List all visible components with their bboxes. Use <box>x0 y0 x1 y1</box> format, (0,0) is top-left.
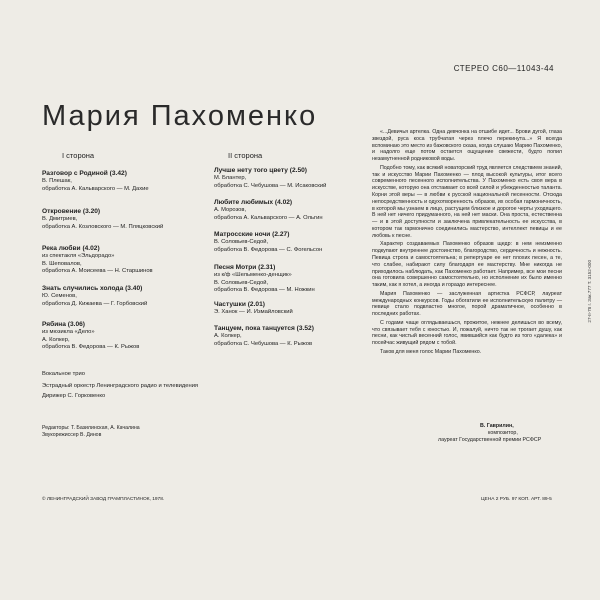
side-1-track-5 <box>42 321 192 352</box>
price-line: ЦЕНА 2 РУБ. 97 КОП. АРТ. 89-5 <box>481 497 552 502</box>
track-subtitle: из спектакля «Эльдорадо» <box>42 253 115 259</box>
track-credit: Э. Ханок — И. Измайловский <box>214 309 293 315</box>
signature-role: композитор, <box>488 430 518 436</box>
track-title: Рябина (3.06) <box>42 321 85 328</box>
side-1-track-1 <box>42 170 192 193</box>
track-title: Разговор с Родиной (3.42) <box>42 170 127 177</box>
performers-credits <box>42 370 198 400</box>
track-credit: обработка А. Козловского — М. Пляцковский <box>42 223 164 230</box>
side-2-track-5 <box>214 301 364 317</box>
side-2-heading: II сторона <box>228 151 263 160</box>
signature-name: В. Гаврилин, <box>480 423 514 429</box>
liner-paragraph: Характер создаваемых Пахоменко образов щедр: в нем неизменно подкупают внутреннее достоинство, благородство, сердечность и нежность. Певица строга и самостоятельна; в репертуаре ее нет плохих песен, а те, что слабее, набирают силу благодаря ее мастерству. Мне никогда не приходилось наблюдать, как Пахоменко работает. Например, все мои песни она готовила совершенно самостоятельно, но исполнение их было именно таким, как я хотел, а иногда и гораздо интереснее. <box>372 241 562 289</box>
track-title: Знать случились холода (3.40) <box>42 285 143 292</box>
track-title: Частушки (2.01) <box>214 301 265 308</box>
track-credit: обработка С. Чебушова — К. Рыжов <box>214 340 313 347</box>
track-credit: обработка В. Федорова — М. Ножкин <box>214 287 315 293</box>
track-credit: обработка А. Кальварского — М. Дахие <box>42 185 149 192</box>
sound-engineer-line: Звукорежиссер В. Динов <box>42 432 102 438</box>
side-2-track-4 <box>214 264 364 295</box>
track-credit: обработка С. Чебушова — М. Исаковский <box>214 182 327 189</box>
track-credit: обработка В. Федорова — К. Рыжов <box>42 344 140 350</box>
credit-trio: Вокальное трио <box>42 371 85 377</box>
track-title: Матросские ночи (2.27) <box>214 231 290 238</box>
liner-paragraph: Мария Пахоменко — заслуженная артистка РСФСР, лауреат международных конкурсов. Годы обогатили ее исполнительскую палитру — певице стало подвластно многое, порой драматичное, особенно в последних работах. <box>372 290 562 318</box>
track-credit: В. Шеповалов, <box>42 260 82 267</box>
track-subtitle: из мюзикла «Дело» <box>42 329 95 335</box>
catalog-number: СТЕРЕО С60—11043-44 <box>453 64 554 73</box>
liner-paragraph: «...Девичья артелка. Одна девчонка на отшибе идет... Брови дугой, глаза звездой, руса коса трубчатая через плечо перекинута...» Я всегда вспоминаю это место из бажовского сказа, когда слушаю Марию Пахоменко, и надолго еще потом остается ощущение свежести, будто попил незамутненной родниковой воды. <box>372 129 562 163</box>
track-credit: В. Соловьев-Седой, <box>214 279 269 286</box>
credit-orchestra: Эстрадный оркестр Ленинградского радио и телевидения <box>42 383 199 389</box>
track-subtitle: из к/ф «Шельменко-денщик» <box>214 272 292 278</box>
track-title: Песня Мотри (2.31) <box>214 264 276 271</box>
side-2-track-6 <box>214 325 364 348</box>
liner-notes <box>372 129 562 357</box>
track-credit: А. Колкер, <box>214 333 242 339</box>
side-1-heading: I сторона <box>62 151 95 160</box>
track-credit: А. Морозов, <box>214 207 247 213</box>
side-2-track-1 <box>214 167 364 190</box>
liner-paragraph: С годами чаще оглядываешься, прожитое, нежнее делишься во всему, что связывает тебя с юностью. И, пожалуй, ничто так не трогает душу, как песни, как чистый весенний голос, явившийся как будто из того «далека» и посейчас живущий рядом с тобой. <box>372 319 562 347</box>
signature-title: лауреат Государственной премии РСФСР <box>438 437 542 443</box>
track-credit: В. Плешак, <box>42 178 72 184</box>
track-title: Танцуем, пока танцуется (3.52) <box>214 325 314 332</box>
track-credit: обработка В. Федорова — С. Фогельсон <box>214 246 323 253</box>
credit-conductor: Дирижер С. Горковенко <box>42 393 106 399</box>
track-title: Любите любимых (4.02) <box>214 199 293 206</box>
side-2-track-2 <box>214 199 364 222</box>
side-1-track-2 <box>42 208 192 231</box>
side-1-track-3 <box>42 245 192 276</box>
track-title: Лучше нету того цвету (2.50) <box>214 167 307 174</box>
track-credit: обработка А. Моисеева — Н. Старшинов <box>42 268 153 274</box>
track-title: Откровение (3.20) <box>42 208 101 215</box>
liner-paragraph: Подобно тому, как всякий новаторский труд является следствием знаний, так и искусство Марии Пахоменко — плод высокой культуры, итог всего современного песенного исполнительства. У Пахоменко есть своя вера в искусстве, которую она отстаивает со всей силой и убежденностью таланта. Корни этой веры — в любви к русской национальной песенности. Отсюда непосредственность и одухотворенность образов, их особая гармоничность, в которой мы узнаем в лицо, растущем близкое и дорогое черты уходящего. В ней нет ничего придуманного, на ней нет маски. Она проста, естественна — и в этой доступности и заключена привлекательность ее искусства, в котором так гармонично соединились мастерство, интеллект певицы и ее любовь к песне. <box>372 164 562 239</box>
track-credit: В. Соловьев-Седой, <box>214 239 269 245</box>
track-credit: М. Блантер, <box>214 175 247 181</box>
track-credit: обработка Д. Кижаева — Г. Горбовский <box>42 300 148 307</box>
track-title: Река любви (4.02) <box>42 245 100 252</box>
artist-title: Мария Пахоменко <box>42 100 318 132</box>
track-credit: В. Дмитриев, <box>42 216 78 222</box>
side-2-track-3 <box>214 231 364 254</box>
editors-credits <box>42 425 140 439</box>
track-credit: Ю. Семенов, <box>42 293 77 299</box>
track-credit: обработка А. Кальварского — А. Ольгин <box>214 214 323 221</box>
print-order-text: 27-II-78 г. Зак.777 Т. 3152-000 <box>587 260 592 323</box>
editors-line: Редакторы: Т. Базилинская, А. Качалина <box>42 425 140 431</box>
side-1-track-4 <box>42 285 192 308</box>
track-credit: А. Колкер, <box>42 336 70 343</box>
liner-paragraph: Таков для меня голос Марии Пахоменко. <box>380 348 482 355</box>
copyright-line: © ЛЕНИНГРАДСКИЙ ЗАВОД ГРАМПЛАСТИНОК, 1978. <box>42 497 165 502</box>
